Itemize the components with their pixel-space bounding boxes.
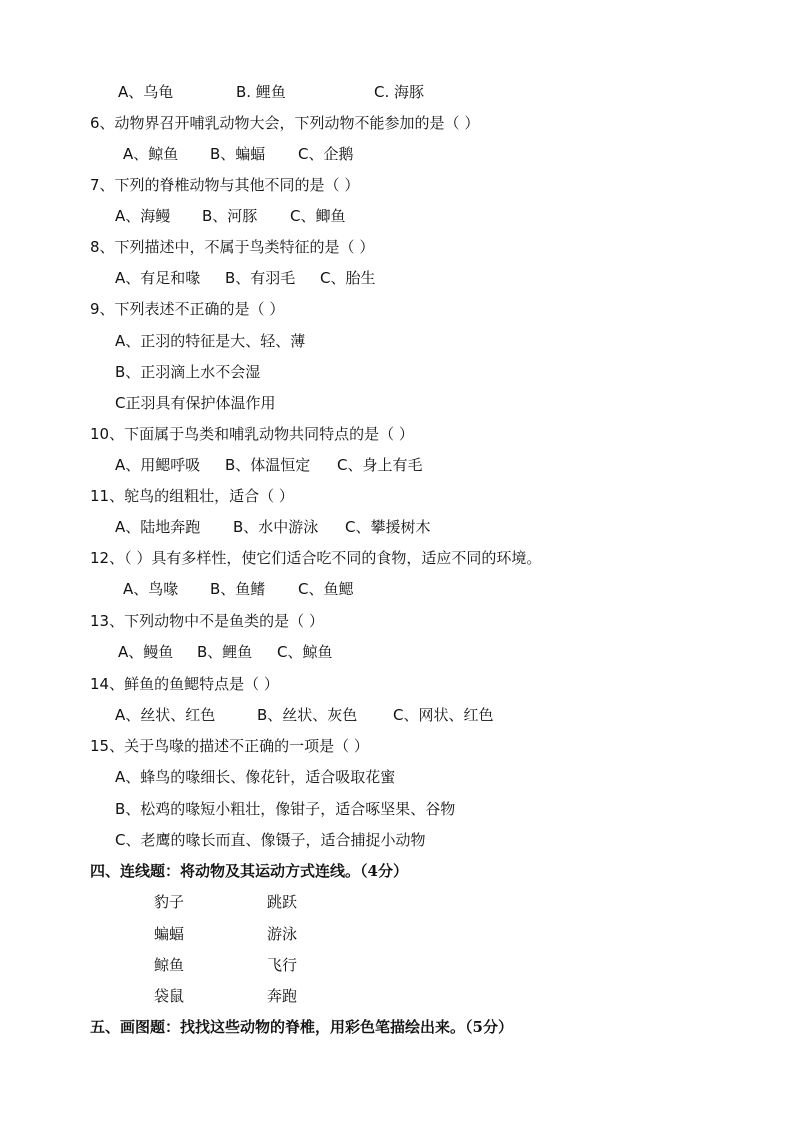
matching-motion-3: 飞行 — [267, 956, 298, 974]
q12-option-a: A、鸟喙 — [123, 580, 179, 598]
q15-option-b: B、松鸡的喙短小粗壮，像钳子，适合啄坚果、谷物 — [115, 800, 456, 818]
matching-motion-2: 游泳 — [267, 925, 298, 943]
matching-motion-1: 跳跃 — [267, 893, 298, 911]
q12-option-c: C、鱼鳃 — [298, 580, 354, 598]
question-8-stem: 8、下列描述中，不属于鸟类特征的是（ ） — [90, 238, 375, 256]
question-12-stem: 12、（ ）具有多样性，使它们适合吃不同的食物，适应不同的环境。 — [90, 549, 542, 567]
q11-option-c: C、攀援树木 — [345, 518, 431, 536]
question-15-stem: 15、关于鸟喙的描述不正确的一项是（ ） — [90, 737, 369, 755]
q6-option-c: C、企鹅 — [298, 145, 354, 163]
q7-option-c: C、鲫鱼 — [290, 207, 346, 225]
q12-option-b: B、鱼鳍 — [210, 580, 266, 598]
matching-animal-1: 豹子 — [154, 893, 185, 911]
section-5-title: 五、画图题：找找这些动物的脊椎，用彩色笔描绘出来。（5分） — [90, 1018, 513, 1036]
q11-option-a: A、陆地奔跑 — [115, 518, 201, 536]
q8-option-c: C、胎生 — [320, 269, 376, 287]
question-6-stem: 6、动物界召开哺乳动物大会，下列动物不能参加的是（ ） — [90, 114, 480, 132]
matching-animal-2: 蝙蝠 — [154, 925, 185, 943]
q11-option-b: B、水中游泳 — [233, 518, 319, 536]
q9-option-b: B、正羽滴上水不会湿 — [115, 363, 261, 381]
q13-option-c: C、鲸鱼 — [277, 643, 333, 661]
question-10-stem: 10、下面属于鸟类和哺乳动物共同特点的是（ ） — [90, 425, 414, 443]
q9-option-c: C正羽具有保护体温作用 — [115, 394, 276, 412]
q15-option-a: A、蜂鸟的喙细长、像花针，适合吸取花蜜 — [115, 768, 396, 786]
q5-option-a: A、乌龟 — [118, 83, 174, 101]
q14-option-b: B、丝状、灰色 — [257, 706, 358, 724]
matching-animal-4: 袋鼠 — [154, 987, 185, 1005]
q8-option-b: B、有羽毛 — [225, 269, 296, 287]
q9-option-a: A、正羽的特征是大、轻、薄 — [115, 332, 306, 350]
question-11-stem: 11、鸵鸟的组粗壮，适合（ ） — [90, 487, 294, 505]
question-7-stem: 7、下列的脊椎动物与其他不同的是（ ） — [90, 176, 360, 194]
q14-option-a: A、丝状、红色 — [115, 706, 216, 724]
question-13-stem: 13、下列动物中不是鱼类的是（ ） — [90, 612, 324, 630]
q10-option-a: A、用鳃呼吸 — [115, 456, 201, 474]
matching-motion-4: 奔跑 — [267, 987, 298, 1005]
question-9-stem: 9、下列表述不正确的是（ ） — [90, 300, 285, 318]
q14-option-c: C、网状、红色 — [393, 706, 494, 724]
q15-option-c: C、老鹰的喙长而直、像镊子，适合捕捉小动物 — [115, 831, 426, 849]
q8-option-a: A、有足和喙 — [115, 269, 201, 287]
q7-option-a: A、海鳗 — [115, 207, 171, 225]
q13-option-a: A、鳗鱼 — [118, 643, 174, 661]
section-4-title: 四、连线题：将动物及其运动方式连线。（4分） — [90, 862, 408, 880]
matching-animal-3: 鲸鱼 — [154, 956, 185, 974]
q10-option-c: C、身上有毛 — [337, 456, 423, 474]
q7-option-b: B、河豚 — [202, 207, 258, 225]
q6-option-b: B、蝙蝠 — [210, 145, 266, 163]
q5-option-c: C. 海豚 — [374, 83, 425, 101]
q6-option-a: A、鲸鱼 — [123, 145, 179, 163]
q5-option-b: B. 鲤鱼 — [236, 83, 286, 101]
q10-option-b: B、体温恒定 — [225, 456, 311, 474]
q13-option-b: B、鲤鱼 — [197, 643, 253, 661]
question-14-stem: 14、鲜鱼的鱼鳃特点是（ ） — [90, 675, 279, 693]
